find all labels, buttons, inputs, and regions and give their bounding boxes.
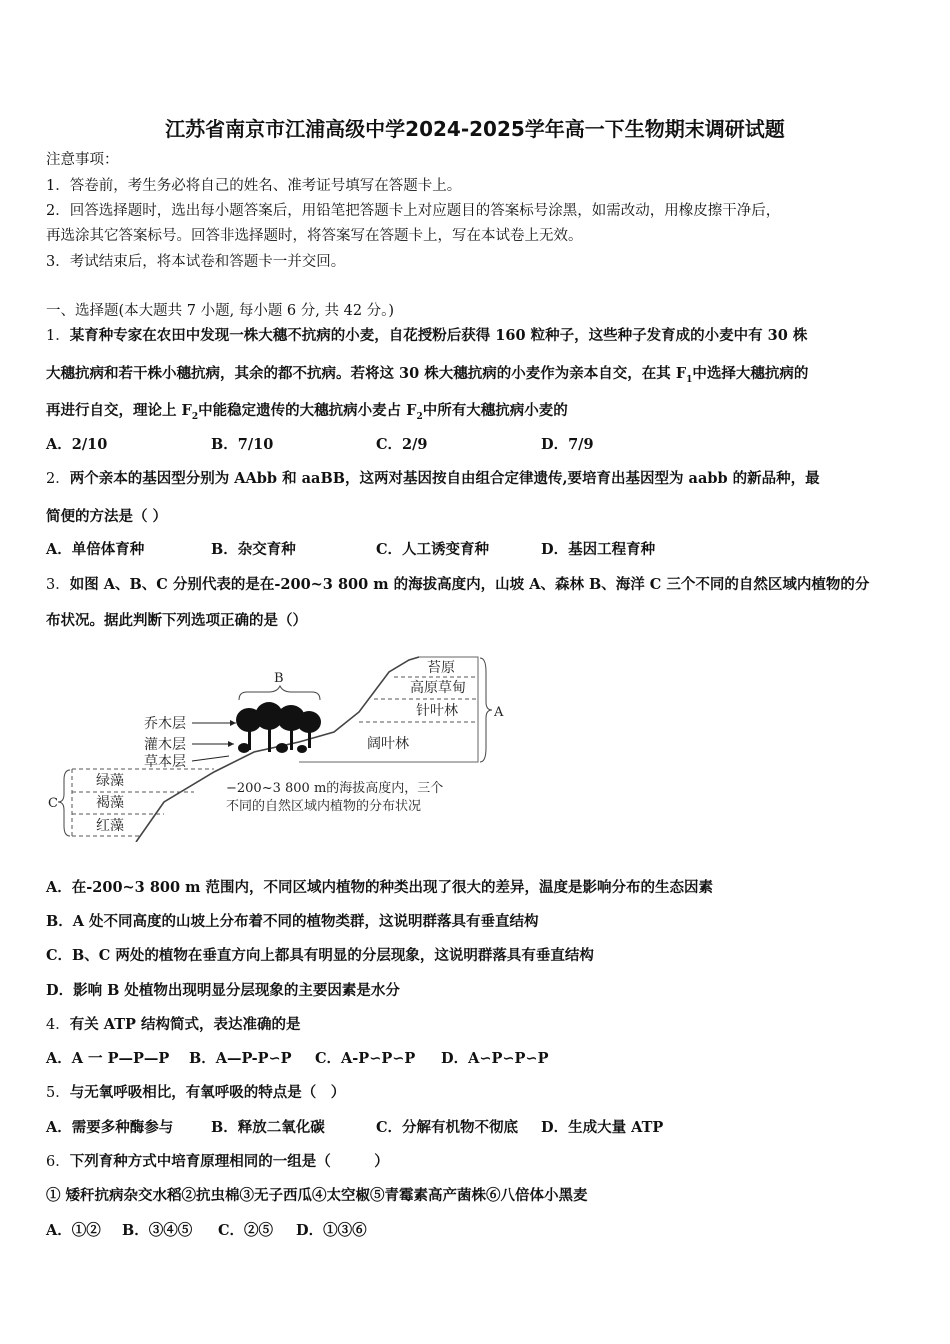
q1-sub-1: 1	[686, 374, 693, 385]
q5-number: 5．	[46, 1085, 70, 1101]
section-heading: 一、选择题(本大题共 7 小题, 每小题 6 分, 共 42 分。)	[46, 303, 395, 319]
q2-text-1: 两个亲本的基因型分别为 AAbb 和 aaBB，这两对基因按自由组合定律遗传,要培育出基因型为 aabb 的新品种，最	[69, 470, 820, 487]
q1-option-a[interactable]: A．2/10	[46, 436, 108, 453]
q6-option-b[interactable]: B．③④⑤	[122, 1222, 193, 1239]
q3-option-b[interactable]: B．A 处不同高度的山坡上分布着不同的植物类群，这说明群落具有垂直结构	[46, 913, 539, 930]
q4-line-1	[46, 1015, 300, 1035]
q3-number: 3．	[46, 577, 70, 593]
brown-algae-label: 褐藻	[96, 795, 124, 811]
brace-c	[58, 770, 70, 836]
shrub-layer-label: 灌木层	[144, 737, 186, 753]
q5-option-b[interactable]: B．释放二氧化碳	[211, 1119, 325, 1136]
q6-items: ① 矮秆抗病杂交水稻②抗虫棉③无子西瓜④太空椒⑤青霉素高产菌株⑥八倍体小黑麦	[46, 1187, 588, 1204]
q1-line-3	[46, 401, 568, 427]
figure-caption-line-2: 不同的自然区域内植物的分布状况	[226, 799, 422, 814]
q2-options	[46, 540, 655, 560]
q1-text-5: 中能稳定遗传的大穗抗病小麦占 F	[198, 402, 417, 419]
q2-number: 2．	[46, 471, 70, 487]
q1-text-6: 中所有大穗抗病小麦的	[422, 402, 568, 419]
q5-line-1	[46, 1083, 345, 1103]
q1-sub-2: 2	[191, 411, 199, 422]
tree-layer-label: 乔木层	[144, 716, 186, 732]
tree-layer-arrowhead	[230, 720, 236, 726]
q1-sub-3: 2	[416, 411, 423, 422]
q4-number: 4．	[46, 1017, 70, 1033]
zone-meadow-label: 高原草甸	[410, 680, 466, 696]
q1-text-1: 某育种专家在农田中发现一株大穗不抗病的小麦，自花授粉后获得 160 粒种子，这些种子发育成的小麦中有 30 株	[69, 327, 808, 344]
q1-options	[46, 435, 594, 455]
label-b: B	[274, 671, 284, 686]
q5-option-c[interactable]: C．分解有机物不彻底	[376, 1119, 519, 1136]
brace-b	[239, 686, 320, 700]
q3-option-d[interactable]: D．影响 B 处植物出现明显分层现象的主要因素是水分	[46, 982, 400, 999]
q1-text-2: 大穗抗病和若干株小穗抗病，其余的都不抗病。若将这 30 株大穗抗病的小麦作为亲本自交，在其 F	[46, 365, 687, 382]
q4-option-a[interactable]: A．A 一 P—P—P	[46, 1050, 170, 1067]
brace-a	[480, 658, 492, 762]
notice-item-3: 3．考试结束后，将本试卷和答题卡一并交回。	[46, 254, 346, 270]
q2-line-1	[46, 469, 820, 489]
q6-option-a[interactable]: A．①②	[46, 1222, 101, 1239]
q2-option-a[interactable]: A．单倍体育种	[46, 541, 145, 558]
q2-option-c[interactable]: C．人工诱变育种	[376, 541, 490, 558]
q1-number: 1．	[46, 328, 70, 344]
q1-line-1	[46, 326, 807, 346]
q5-option-a[interactable]: A．需要多种酶参与	[46, 1119, 174, 1136]
q5-text: 与无氧呼吸相比，有氧呼吸的特点是（ ）	[69, 1084, 346, 1101]
q3-text-1: 如图 A、B、C 分别代表的是在-200~3 800 m 的海拔高度内，山坡 A、森林 B、海洋 C 三个不同的自然区域内植物的分	[69, 576, 870, 593]
grass-layer-label: 草本层	[144, 754, 186, 770]
q5-options	[46, 1118, 663, 1138]
q1-text-3: 中选择大穗抗病的	[692, 365, 809, 382]
label-a: A	[494, 705, 504, 720]
q4-option-b[interactable]: B．A—P-P∽P	[189, 1050, 292, 1067]
notice-header: 注意事项：	[46, 152, 119, 168]
q1-text-4: 再进行自交，理论上 F	[46, 402, 192, 419]
zone-conifer-label: 针叶林	[416, 703, 458, 719]
q4-option-c[interactable]: C．A-P∽P∽P	[315, 1050, 416, 1067]
q3-option-a[interactable]: A．在-200~3 800 m 范围内，不同区域内植物的种类出现了很大的差异，温度是影响分布的生态因素	[46, 879, 714, 896]
q4-text: 有关 ATP 结构简式，表达准确的是	[69, 1016, 301, 1033]
red-algae-label: 红藻	[96, 818, 124, 834]
q2-line-2: 简便的方法是（ ）	[46, 508, 168, 525]
q4-option-d[interactable]: D．A∽P∽P∽P	[441, 1050, 549, 1067]
q5-option-d[interactable]: D．生成大量 ATP	[541, 1119, 664, 1136]
q6-text: 下列育种方式中培育原理相同的一组是（ ）	[69, 1153, 389, 1170]
q1-line-2	[46, 364, 808, 390]
vegetation-distribution-figure	[44, 652, 514, 842]
notice-item-2: 2．回答选择题时，选出每小题答案后，用铅笔把答题卡上对应题目的答案标号涂黑，如需改动，用橡皮擦干净后，	[46, 203, 781, 219]
q6-line-1	[46, 1152, 389, 1172]
page-title: 江苏省南京市江浦高级中学2024-2025学年高一下生物期末调研试题	[165, 117, 785, 141]
grass-layer-arrow	[192, 756, 229, 761]
shrub-layer-arrowhead	[228, 741, 234, 747]
forest-tree-icons	[236, 702, 321, 753]
q2-option-b[interactable]: B．杂交育种	[211, 541, 296, 558]
notice-item-2-cont: 再选涂其它答案标号。回答非选择题时，将答案写在答题卡上，写在本试卷上无效。	[46, 228, 583, 244]
q1-option-c[interactable]: C．2/9	[376, 436, 428, 453]
green-algae-label: 绿藻	[96, 773, 124, 789]
zone-broadleaf-label: 阔叶林	[367, 736, 409, 752]
q3-line-1	[46, 575, 869, 595]
q6-option-c[interactable]: C．②⑤	[218, 1222, 274, 1239]
q1-option-b[interactable]: B．7/10	[211, 436, 274, 453]
q6-options	[46, 1221, 367, 1241]
q4-options	[46, 1049, 548, 1069]
q6-number: 6．	[46, 1154, 70, 1170]
zone-tundra-label: 苔原	[427, 660, 455, 676]
q2-option-d[interactable]: D．基因工程育种	[541, 541, 656, 558]
notice-item-1: 1．答卷前，考生务必将自己的姓名、准考证号填写在答题卡上。	[46, 178, 462, 194]
figure-caption-line-1: −200~3 800 m的海拔高度内，三个	[226, 781, 444, 796]
q3-line-2: 布状况。据此判断下列选项正确的是（）	[46, 612, 307, 629]
label-c: C	[48, 796, 58, 811]
q6-option-d[interactable]: D．①③⑥	[296, 1222, 367, 1239]
q3-option-c[interactable]: C．B、C 两处的植物在垂直方向上都具有明显的分层现象，这说明群落具有垂直结构	[46, 947, 594, 964]
q1-option-d[interactable]: D．7/9	[541, 436, 594, 453]
